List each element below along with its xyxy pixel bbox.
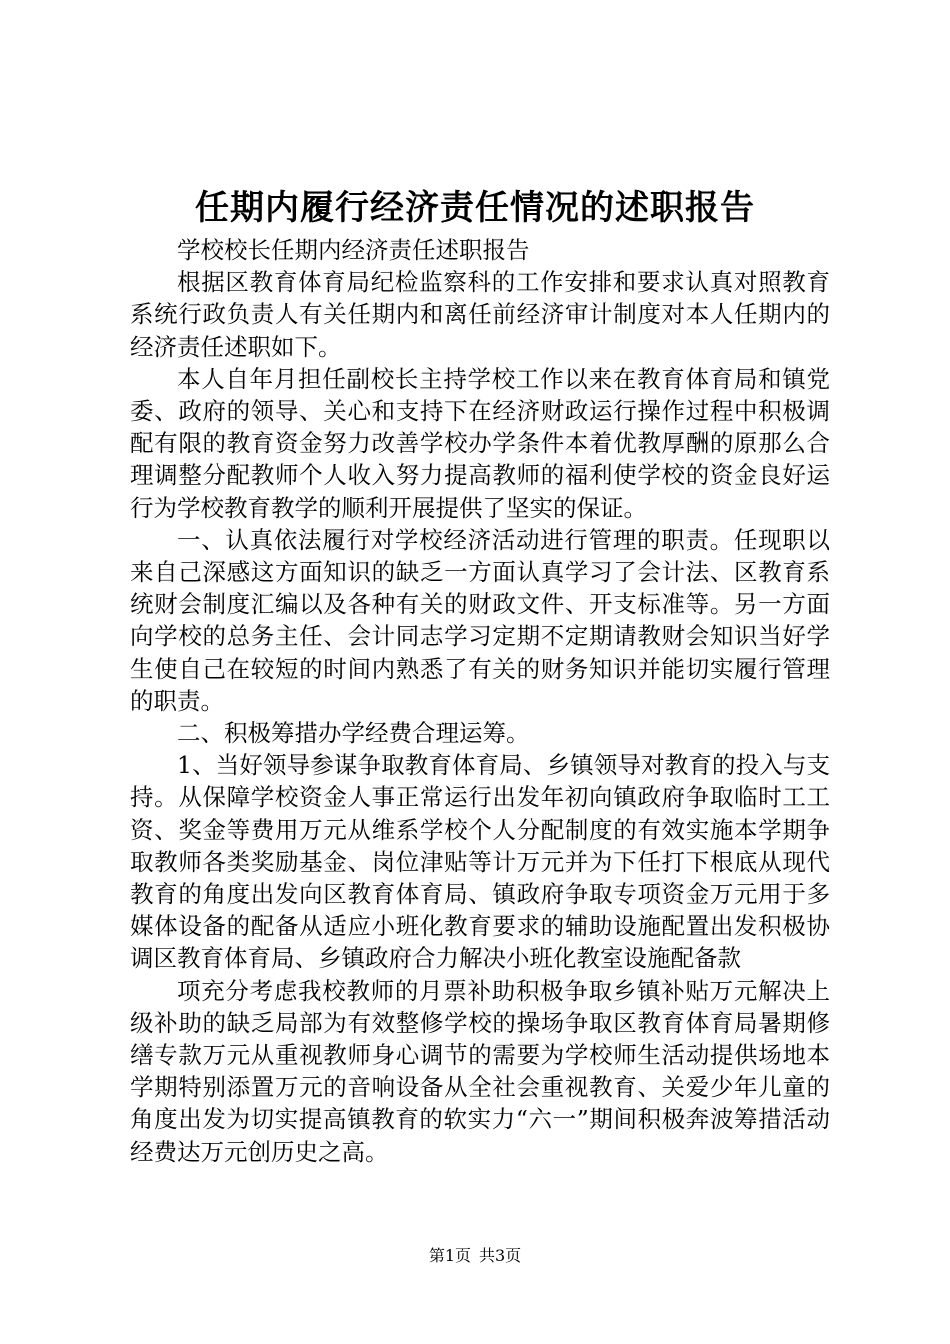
body-paragraph: 本人自年月担任副校长主持学校工作以来在教育体育局和镇党委、政府的领导、关心和支持下在经济财政运行操作过程中积极调配有限的教育资金努力改善学校办学条件本着优教厚酬的原那么合理调整分配教师个人收入努力提高教师的福利使学校的资金良好运行为学校教育教学的顺利开展提供了坚实的保证。 (130, 364, 830, 522)
page-total: 共3页 (479, 1246, 522, 1265)
subtitle-paragraph: 学校校长任期内经济责任述职报告 (177, 236, 530, 264)
body-paragraph: 根据区教育体育局纪检监察科的工作安排和要求认真对照教育系统行政负责人有关任期内和离任前经济审计制度对本人任期内的经济责任述职如下。 (130, 268, 830, 361)
document-title: 任期内履行经济责任情况的述职报告 (195, 188, 755, 228)
page-footer (0, 1246, 950, 1266)
body-paragraph: 一、认真依法履行对学校经济活动进行管理的职责。任现职以来自己深感这方面知识的缺乏一方面认真学习了会计法、区教育系统财会制度汇编以及各种有关的财政文件、开支标准等。另一方面向学校的总务主任、会计同志学习定期不定期请教财会知识当好学生使自己在较短的时间内熟悉了有关的财务知识并能切实履行管理的职责。 (130, 525, 830, 715)
body-paragraph: 项充分考虑我校教师的月票补助积极争取乡镇补贴万元解决上级补助的缺乏局部为有效整修学校的操场争取区教育体育局暑期修缮专款万元从重视教师身心调节的需要为学校师生活动提供场地本学期特别添置万元的音响设备从全社会重视教育、关爱少年儿童的角度出发为切实提高镇教育的软实力“六一”期间积极奔波筹措活动经费达万元创历史之高。 (130, 976, 830, 1166)
body-paragraph: 1、当好领导参谋争取教育体育局、乡镇领导对教育的投入与支持。从保障学校资金人事正常运行出发年初向镇政府争取临时工工资、奖金等费用万元从维系学校个人分配制度的有效实施本学期争取教师各类奖励基金、岗位津贴等计万元并为下任打下根底从现代教育的角度出发向区教育体育局、镇政府争取专项资金万元用于多媒体设备的配备从适应小班化教育要求的辅助设施配置出发积极协调区教育体育局、乡镇政府合力解决小班化教室设施配备款 (130, 751, 830, 973)
document-body (130, 234, 830, 1168)
page-number: 第1页 (428, 1246, 471, 1265)
section-heading: 二、积极筹措办学经费合理运筹。 (177, 719, 530, 748)
